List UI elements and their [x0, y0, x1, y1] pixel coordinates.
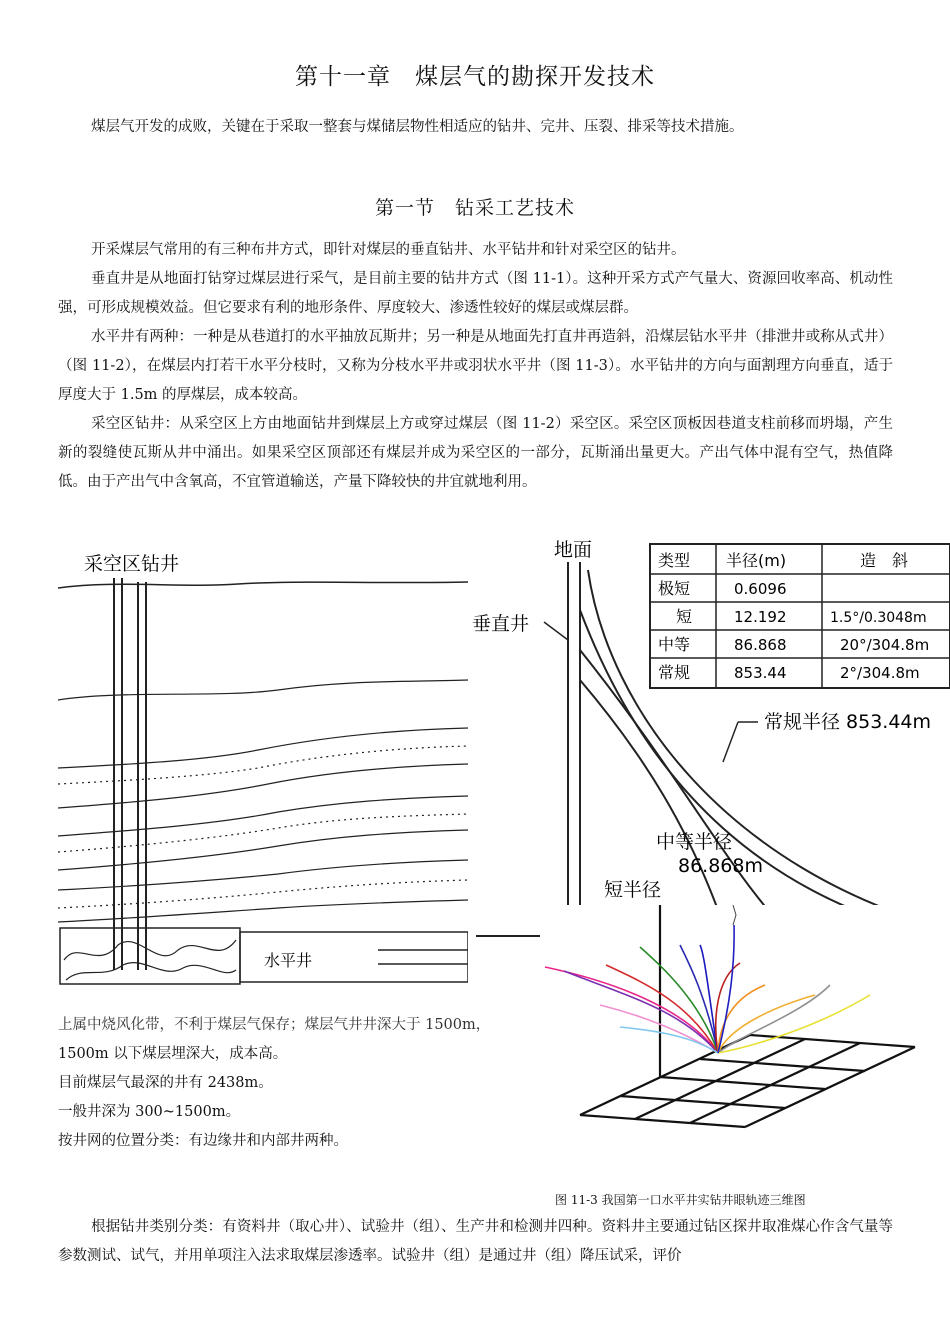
paragraph-goaf-well: 采空区钻井：从采空区上方由地面钻井到煤层上方或穿过煤层（图 11-2）采空区。采空区顶板因巷道支柱前移而坍塌，产生新的裂缝使瓦斯从井中涌出。如果采空区顶部还有煤层并成为采空区的一部分，瓦斯涌出量更大。产出气体中混有空气，热值降低。由于产出气中含氧高，不宜管道输送，产量下降较快的井宜就地利用。 [58, 416, 893, 490]
paragraph-well-types: 根据钻井类别分类：有资料井（取心井）、试验井（组）、生产井和检测井四种。资料井主要通过钻区探井取准煤心作含气量等参数测试、试气，并用单项注入法求取煤层渗透率。试验井（组）是通过井（组）降压试采，评价 [58, 1219, 893, 1264]
side-text [0, 1011, 540, 1156]
fig-right-label-vertical: 垂直井 [472, 613, 530, 635]
table-cell: 853.44 [734, 664, 787, 682]
side-line: 上属中烧风化带，不利于煤层气保存；煤层气井井深大于 1500m， [58, 1017, 491, 1033]
paragraph-vertical-well: 垂直井是从地面打钻穿过煤层进行采气，是目前主要的钻井方式（图 11-1）。这种开采方式产气量大、资源回收率高、机动性强，可形成规模效益。但它要求有利的地形条件、厚度较大、渗透性较好的煤层或煤层群。 [58, 271, 893, 316]
paragraph-horizontal-well: 水平井有两种：一种是从巷道打的水平抽放瓦斯井；另一种是从地面先打直井再造斜，沿煤层钻水平井（排泄井或称从式井）（图 11-2），在煤层内打若干水平分枝时，又称为分枝水平井或羽状水平井（图 11-3）。水平钻井的方向与面割理方向垂直，适于厚度大于 1.5m 的厚煤层，成本较高。 [58, 329, 893, 403]
table-cell: 0.6096 [734, 580, 787, 598]
fig-right-label-medium-2: 86.868m [678, 855, 763, 877]
fig-right-label-conventional: 常规半径 853.44m [764, 711, 932, 733]
side-line: 一般井深为 300~1500m。 [58, 1104, 241, 1120]
table-header-type: 类型 [658, 551, 691, 570]
table-header-radius: 半径(m) [726, 551, 787, 570]
fig-left-label-bottom: 水平井 [264, 951, 313, 970]
fig-right-label-medium-1: 中等半径 [656, 831, 733, 853]
table-cell: 2°/304.8m [840, 664, 920, 682]
figure-3d-trajectories [540, 905, 950, 1130]
fig-left-label-top: 采空区钻井 [84, 553, 180, 575]
table-cell: 12.192 [734, 608, 787, 626]
table-cell: 短 [676, 607, 693, 626]
fig-right-label-short: 短半径 [604, 879, 662, 901]
figure-goaf-well [58, 540, 468, 1000]
fig-right-label-ground: 地面 [554, 539, 593, 561]
side-line: 1500m 以下煤层埋深大，成本高。 [58, 1046, 288, 1062]
body-text [0, 236, 950, 497]
figure-caption: 图 11-3 我国第一口水平井实钻井眼轨迹三维图 [555, 1193, 806, 1207]
table-cell: 中等 [658, 635, 691, 654]
table-cell: 86.868 [734, 636, 787, 654]
table-cell: 常规 [658, 663, 691, 682]
section-title: 第一节 钻采工艺技术 [374, 197, 575, 219]
side-line: 按井网的位置分类：有边缘井和内部井两种。 [58, 1133, 348, 1149]
chapter-title: 第十一章 煤层气的勘探开发技术 [295, 64, 655, 90]
side-line: 目前煤层气最深的井有 2438m。 [58, 1075, 273, 1091]
table-cell: 极短 [658, 579, 691, 598]
radius-table [650, 544, 950, 688]
paragraph-layout: 开采煤层气常用的有三种布井方式，即针对煤层的垂直钻井、水平钻井和针对采空区的钻井。 [91, 242, 686, 258]
table-header-build: 造 斜 [860, 551, 909, 570]
table-cell: 20°/304.8m [840, 636, 930, 654]
table-cell: 1.5°/0.3048m [830, 610, 927, 626]
intro-paragraph: 煤层气开发的成败，关键在于采取一整套与煤储层物性相适应的钻井、完井、压裂、排采等技术措施。 [91, 119, 744, 135]
